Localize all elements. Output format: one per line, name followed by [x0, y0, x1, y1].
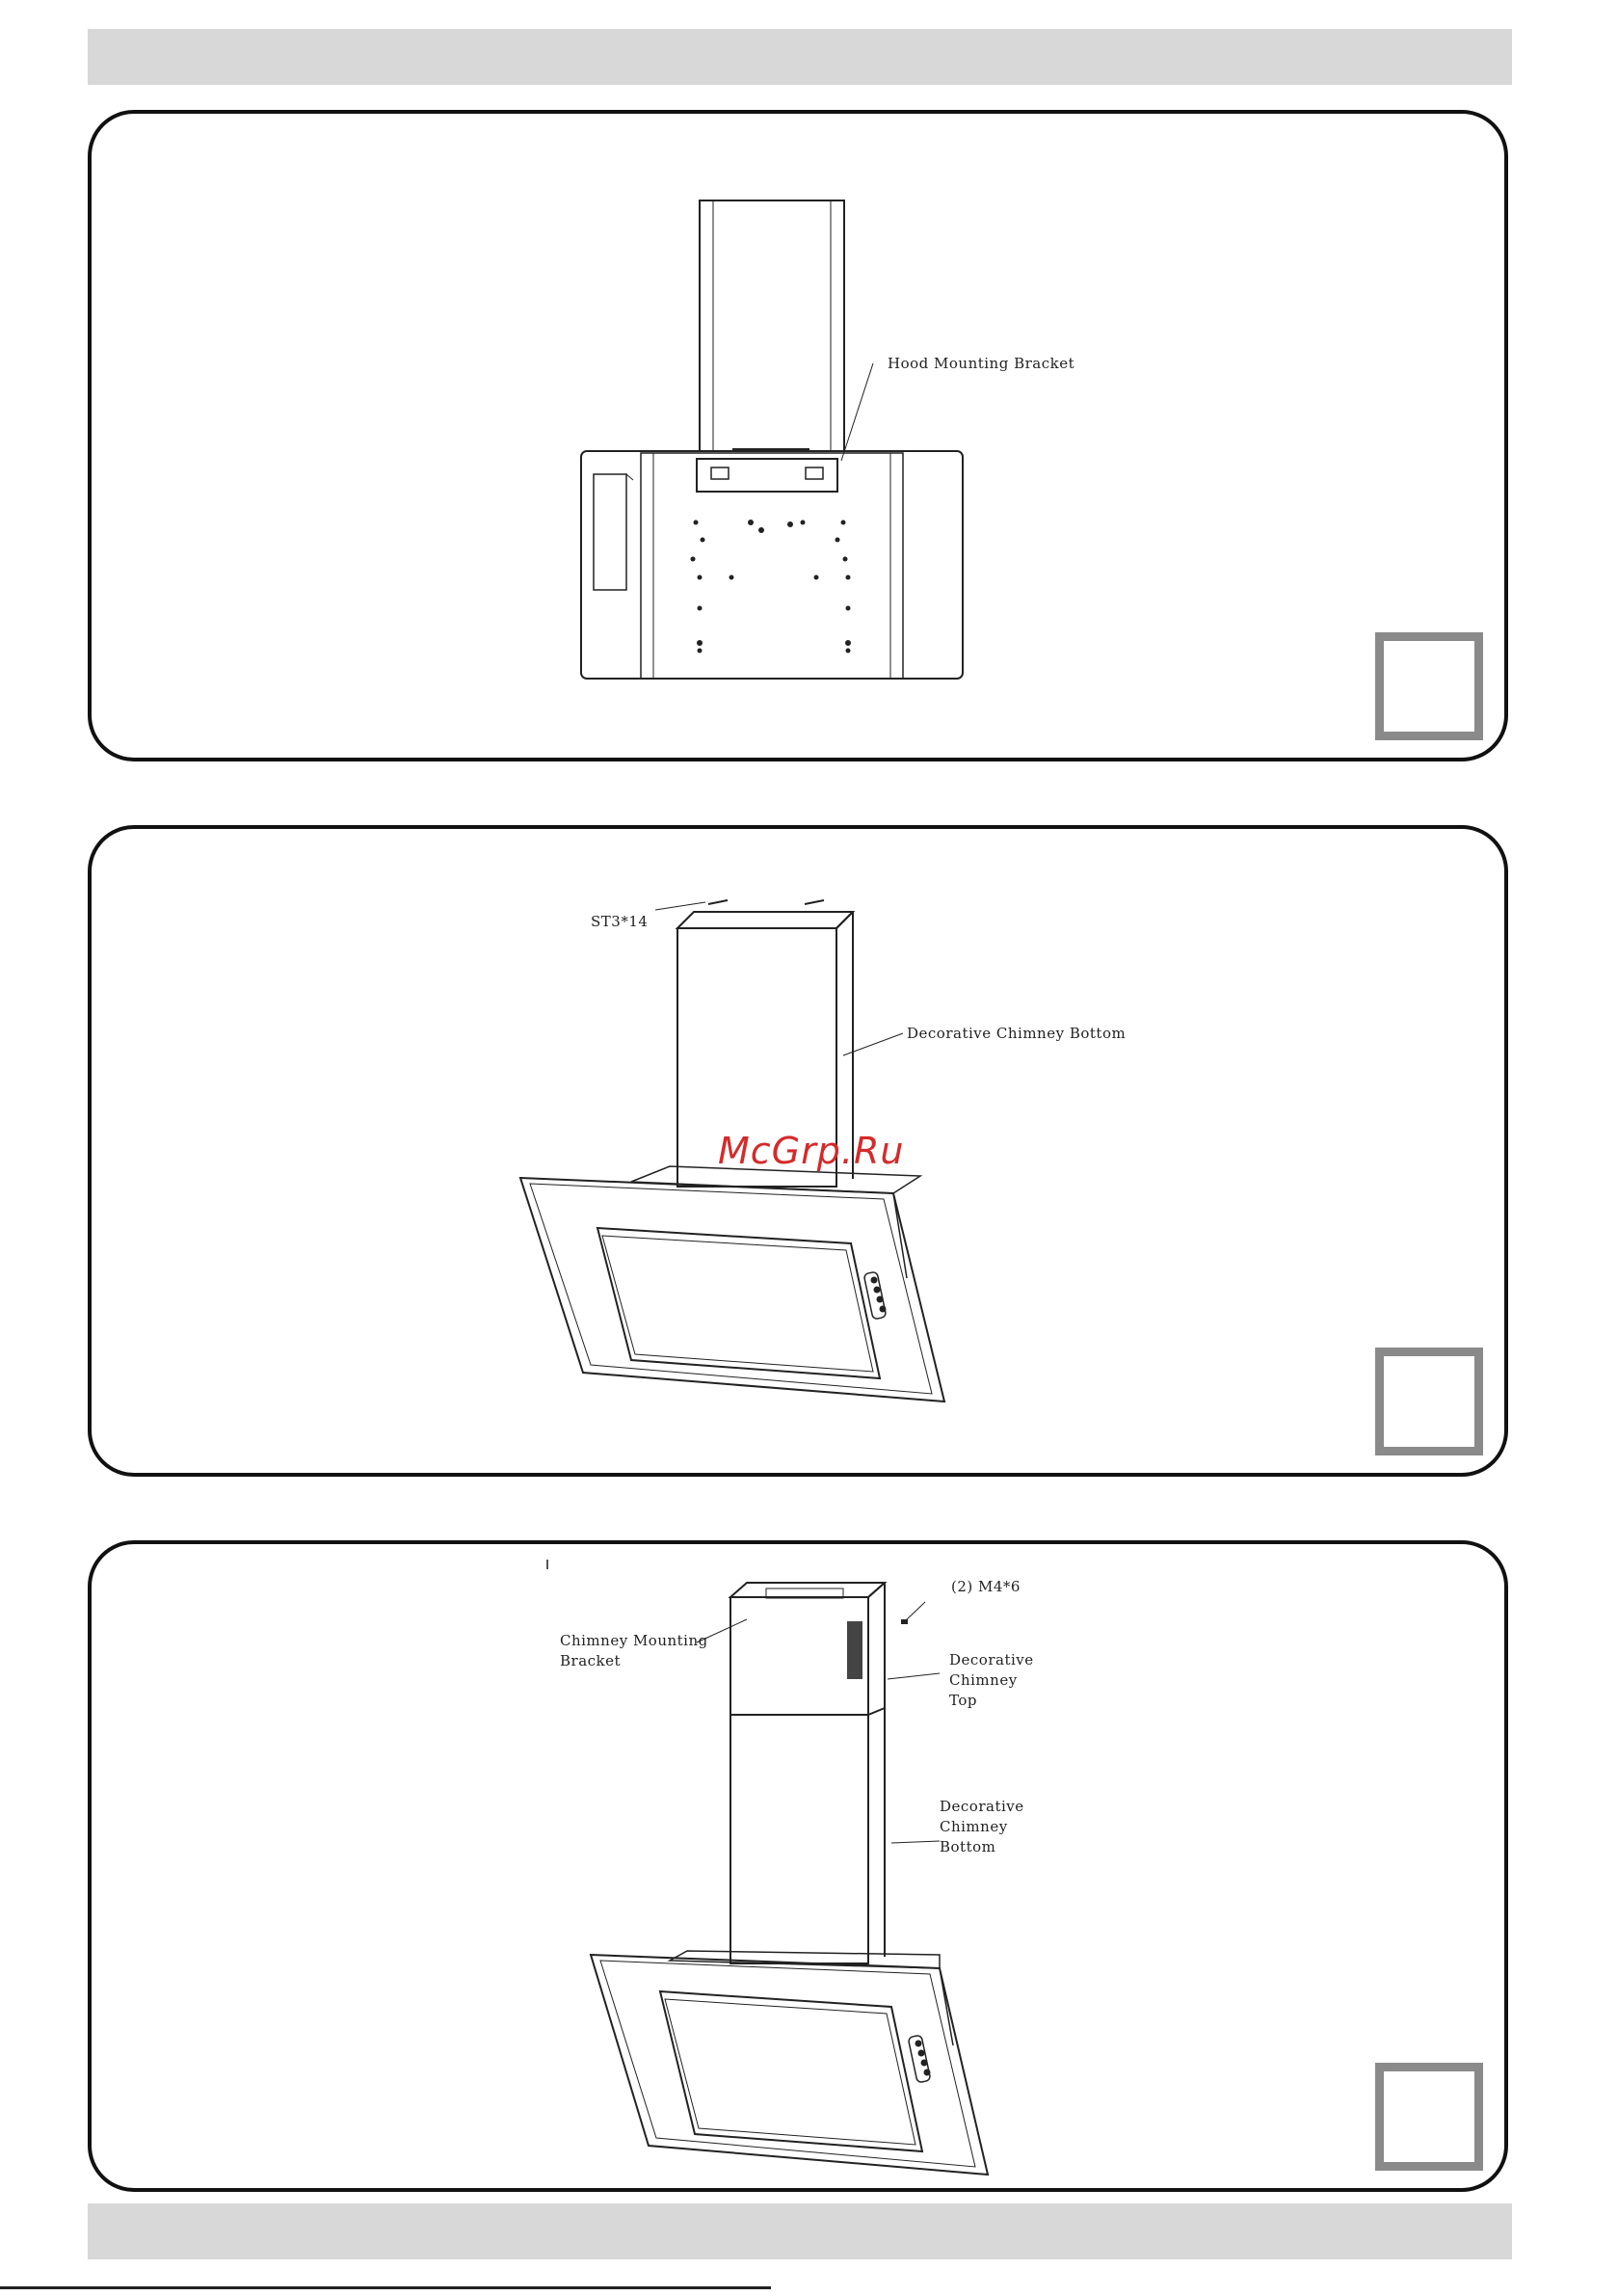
step-panel-1: [88, 110, 1508, 761]
header-bar: [88, 29, 1512, 85]
step-number-box-1: [1375, 632, 1483, 740]
stray-mark: [546, 1560, 548, 1569]
watermark: McGrp.Ru: [718, 1130, 905, 1172]
label-screw-st3x14: ST3*14: [591, 913, 649, 930]
label-decorative-chimney-bottom: Decorative Chimney Bottom: [907, 1025, 1127, 1042]
step-panel-3: [88, 1540, 1508, 2192]
label-decorative-chimney-bottom-3: Decorative Chimney Bottom: [940, 1798, 1024, 1855]
step-number-box-3: [1375, 2063, 1483, 2171]
label-screw-m4x6: (2) M4*6: [951, 1578, 1021, 1595]
label-hood-mounting-bracket: Hood Mounting Bracket: [888, 355, 1075, 372]
label-decorative-chimney-top: Decorative Chimney Top: [949, 1651, 1034, 1709]
hood-chimney-top-drawing: [92, 1544, 1512, 2196]
hood-rear-view-drawing: [92, 114, 1512, 765]
label-chimney-mounting-bracket: Chimney Mounting Bracket: [560, 1632, 708, 1669]
footer-rule: [0, 2286, 771, 2289]
step-number-box-2: [1375, 1348, 1483, 1455]
footer-bar: [88, 2203, 1512, 2259]
